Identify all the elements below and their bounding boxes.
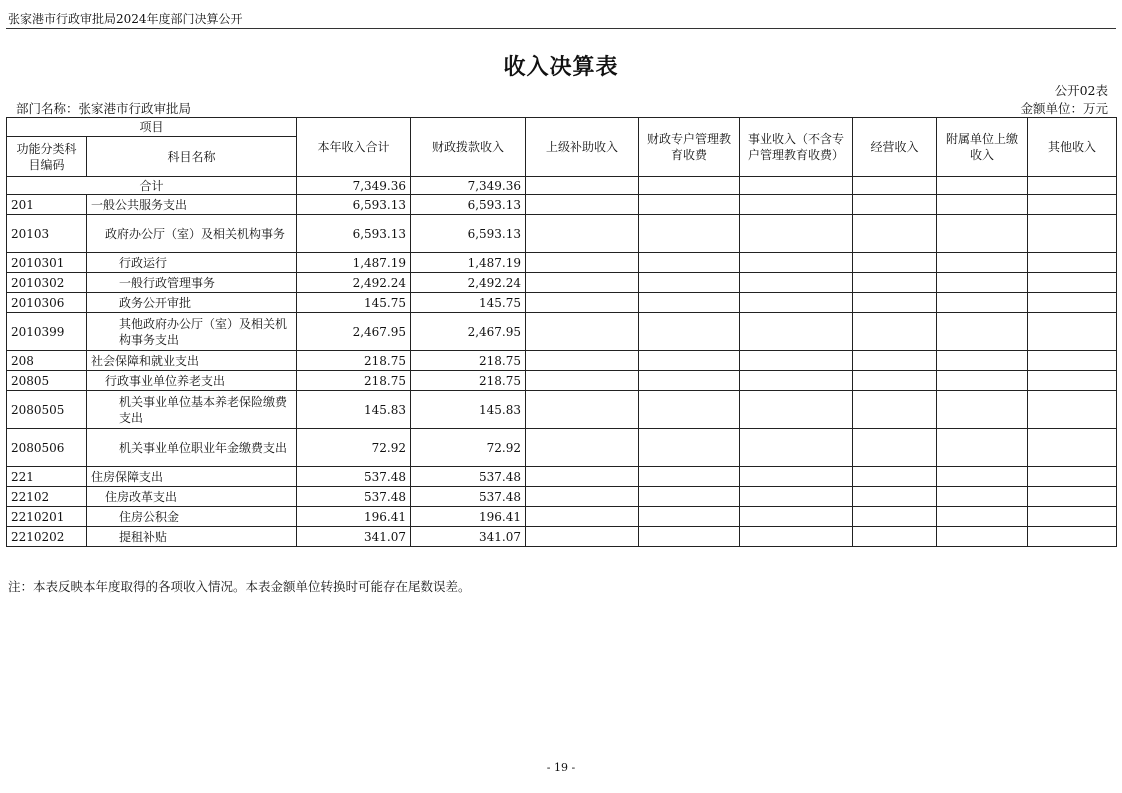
table-row <box>7 467 1117 487</box>
table-row <box>7 391 1117 429</box>
empty-cell <box>1028 293 1117 313</box>
row-name: 提租补贴 <box>87 527 297 547</box>
empty-cell <box>740 195 853 215</box>
empty-cell <box>639 487 740 507</box>
header-affiliated-income: 附属单位上缴收入 <box>937 118 1028 177</box>
empty-cell <box>740 273 853 293</box>
total-label: 合计 <box>7 177 297 195</box>
row-fiscal-income: 2,492.24 <box>411 273 526 293</box>
row-name: 行政事业单位养老支出 <box>87 371 297 391</box>
row-total-income: 218.75 <box>297 351 411 371</box>
empty-cell <box>853 215 937 253</box>
empty-cell <box>937 429 1028 467</box>
empty-cell <box>526 253 639 273</box>
empty-cell <box>1028 487 1117 507</box>
row-name: 其他政府办公厅（室）及相关机构事务支出 <box>87 313 297 351</box>
empty-cell <box>740 487 853 507</box>
table-note: 注：本表反映本年度取得的各项收入情况。本表金额单位转换时可能存在尾数误差。 <box>8 579 471 594</box>
row-total-income: 537.48 <box>297 487 411 507</box>
table-row <box>7 371 1117 391</box>
page-title: 收入决算表 <box>503 55 619 80</box>
empty-cell <box>1028 527 1117 547</box>
empty-cell <box>526 215 639 253</box>
empty-cell <box>526 371 639 391</box>
header-fiscal-income: 财政拨款收入 <box>411 118 526 177</box>
row-code: 221 <box>7 467 87 487</box>
empty-cell <box>853 467 937 487</box>
empty-cell <box>937 215 1028 253</box>
row-code: 20805 <box>7 371 87 391</box>
table-row <box>7 293 1117 313</box>
empty-cell <box>1028 391 1117 429</box>
row-total-income: 6,593.13 <box>297 215 411 253</box>
empty-cell <box>639 293 740 313</box>
empty-cell <box>526 429 639 467</box>
empty-cell <box>1028 371 1117 391</box>
row-fiscal-income: 537.48 <box>411 467 526 487</box>
row-fiscal-income: 6,593.13 <box>411 195 526 215</box>
row-code: 2010399 <box>7 313 87 351</box>
header-other-income: 其他收入 <box>1028 118 1117 177</box>
empty-cell <box>740 293 853 313</box>
row-fiscal-income: 218.75 <box>411 351 526 371</box>
empty-cell <box>853 429 937 467</box>
row-code: 2010306 <box>7 293 87 313</box>
header-total-income: 本年收入合计 <box>297 118 411 177</box>
table-row <box>7 507 1117 527</box>
empty-cell <box>740 507 853 527</box>
table-row <box>7 487 1117 507</box>
row-total-income: 2,467.95 <box>297 313 411 351</box>
empty-cell <box>526 195 639 215</box>
header-divider <box>6 28 1116 29</box>
header-name: 科目名称 <box>87 137 297 177</box>
row-total-income: 145.83 <box>297 391 411 429</box>
row-total-income: 72.92 <box>297 429 411 467</box>
row-name: 政府办公厅（室）及相关机构事务 <box>87 215 297 253</box>
empty-cell <box>937 507 1028 527</box>
row-total-income: 145.75 <box>297 293 411 313</box>
empty-cell <box>1028 273 1117 293</box>
row-code: 2210202 <box>7 527 87 547</box>
row-name: 行政运行 <box>87 253 297 273</box>
row-name: 机关事业单位基本养老保险缴费支出 <box>87 391 297 429</box>
row-name: 社会保障和就业支出 <box>87 351 297 371</box>
empty-cell <box>740 371 853 391</box>
empty-cell <box>853 527 937 547</box>
empty-cell <box>937 487 1028 507</box>
row-fiscal-income: 145.83 <box>411 391 526 429</box>
row-code: 22102 <box>7 487 87 507</box>
table-row <box>7 527 1117 547</box>
empty-cell <box>937 467 1028 487</box>
empty-cell <box>853 507 937 527</box>
empty-cell <box>1028 195 1117 215</box>
header-item: 项目 <box>7 118 297 137</box>
table-row <box>7 429 1117 467</box>
row-total-income: 1,487.19 <box>297 253 411 273</box>
empty-cell <box>639 527 740 547</box>
header-superior-subsidy: 上级补助收入 <box>526 118 639 177</box>
row-name: 一般行政管理事务 <box>87 273 297 293</box>
empty-cell <box>853 487 937 507</box>
page-number: - 19 - <box>546 761 576 774</box>
document-header: 张家港市行政审批局2024年度部门决算公开 <box>8 12 243 26</box>
income-table <box>6 117 1117 547</box>
row-name: 住房保障支出 <box>87 467 297 487</box>
empty-cell <box>1028 351 1117 371</box>
header-code: 功能分类科目编码 <box>7 137 87 177</box>
empty-cell <box>526 487 639 507</box>
row-code: 2010301 <box>7 253 87 273</box>
empty-cell <box>639 391 740 429</box>
row-code: 20103 <box>7 215 87 253</box>
empty-cell <box>639 429 740 467</box>
empty-cell <box>937 313 1028 351</box>
table-row <box>7 215 1117 253</box>
empty-cell <box>526 391 639 429</box>
empty-cell <box>639 351 740 371</box>
row-fiscal-income: 218.75 <box>411 371 526 391</box>
header-operating-income: 经营收入 <box>853 118 937 177</box>
empty-cell <box>1028 313 1117 351</box>
empty-cell <box>853 273 937 293</box>
empty-cell <box>853 313 937 351</box>
row-total-income: 341.07 <box>297 527 411 547</box>
empty-cell <box>937 527 1028 547</box>
empty-cell <box>853 293 937 313</box>
empty-cell <box>526 467 639 487</box>
form-number: 公开02表 <box>1054 83 1108 98</box>
table-row <box>7 273 1117 293</box>
row-name: 机关事业单位职业年金缴费支出 <box>87 429 297 467</box>
row-total-income: 6,593.13 <box>297 195 411 215</box>
row-code: 2080506 <box>7 429 87 467</box>
row-total-income: 2,492.24 <box>297 273 411 293</box>
empty-cell <box>1028 253 1117 273</box>
row-fiscal-income: 1,487.19 <box>411 253 526 273</box>
total-row <box>7 177 1117 195</box>
table-row <box>7 253 1117 273</box>
table-row <box>7 351 1117 371</box>
empty-cell <box>639 313 740 351</box>
empty-cell <box>639 253 740 273</box>
empty-cell <box>937 273 1028 293</box>
empty-cell <box>1028 429 1117 467</box>
amount-unit: 金额单位：万元 <box>1020 101 1108 116</box>
empty-cell <box>740 351 853 371</box>
empty-cell <box>937 371 1028 391</box>
empty-cell <box>937 253 1028 273</box>
empty-cell <box>853 253 937 273</box>
empty-cell <box>526 313 639 351</box>
empty-cell <box>740 253 853 273</box>
row-name: 一般公共服务支出 <box>87 195 297 215</box>
table-row <box>7 195 1117 215</box>
header-business-income: 事业收入（不含专户管理教育收费） <box>740 118 853 177</box>
row-fiscal-income: 72.92 <box>411 429 526 467</box>
row-fiscal-income: 196.41 <box>411 507 526 527</box>
empty-cell <box>639 507 740 527</box>
row-total-income: 218.75 <box>297 371 411 391</box>
empty-cell <box>1028 215 1117 253</box>
empty-cell <box>740 429 853 467</box>
empty-cell <box>526 527 639 547</box>
row-fiscal-income: 2,467.95 <box>411 313 526 351</box>
empty-cell <box>937 195 1028 215</box>
row-code: 208 <box>7 351 87 371</box>
empty-cell <box>639 273 740 293</box>
row-name: 住房改革支出 <box>87 487 297 507</box>
header-fiscal-edu-fee: 财政专户管理教育收费 <box>639 118 740 177</box>
row-code: 2080505 <box>7 391 87 429</box>
empty-cell <box>740 215 853 253</box>
empty-cell <box>853 371 937 391</box>
row-code: 2210201 <box>7 507 87 527</box>
empty-cell <box>937 293 1028 313</box>
empty-cell <box>937 391 1028 429</box>
row-name: 住房公积金 <box>87 507 297 527</box>
row-code: 201 <box>7 195 87 215</box>
empty-cell <box>740 467 853 487</box>
row-name: 政务公开审批 <box>87 293 297 313</box>
row-fiscal-income: 341.07 <box>411 527 526 547</box>
empty-cell <box>639 371 740 391</box>
department-name: 部门名称：张家港市行政审批局 <box>16 101 192 116</box>
total-income-value: 7,349.36 <box>297 177 411 195</box>
row-fiscal-income: 6,593.13 <box>411 215 526 253</box>
empty-cell <box>526 351 639 371</box>
table-row <box>7 313 1117 351</box>
empty-cell <box>853 391 937 429</box>
empty-cell <box>740 313 853 351</box>
empty-cell <box>526 273 639 293</box>
empty-cell <box>526 293 639 313</box>
empty-cell <box>1028 507 1117 527</box>
empty-cell <box>639 215 740 253</box>
row-code: 2010302 <box>7 273 87 293</box>
empty-cell <box>740 527 853 547</box>
row-fiscal-income: 537.48 <box>411 487 526 507</box>
empty-cell <box>937 351 1028 371</box>
row-total-income: 537.48 <box>297 467 411 487</box>
empty-cell <box>853 351 937 371</box>
empty-cell <box>639 467 740 487</box>
row-fiscal-income: 145.75 <box>411 293 526 313</box>
total-fiscal-value: 7,349.36 <box>411 177 526 195</box>
empty-cell <box>853 195 937 215</box>
empty-cell <box>639 195 740 215</box>
empty-cell <box>740 391 853 429</box>
empty-cell <box>1028 467 1117 487</box>
row-total-income: 196.41 <box>297 507 411 527</box>
empty-cell <box>526 507 639 527</box>
